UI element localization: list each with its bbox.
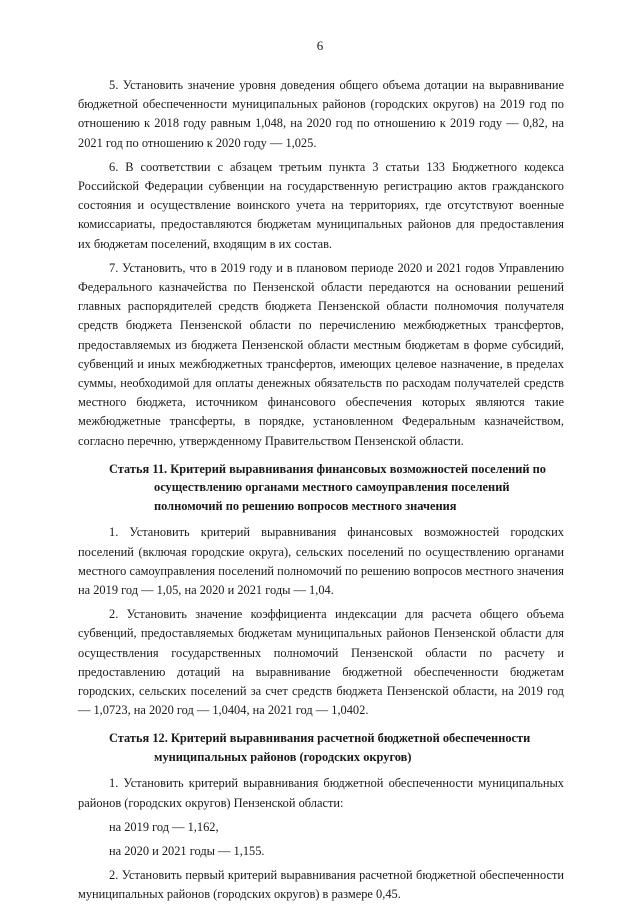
- article-12-heading-line-2: муниципальных районов (городских округов): [154, 749, 412, 764]
- article-12-line-2019: на 2019 год — 1,162,: [109, 819, 219, 834]
- article-11-heading: [78, 460, 564, 516]
- article-12-line-2020-2021: на 2020 и 2021 годы — 1,155.: [109, 844, 265, 858]
- article-11-heading-line-1: Статья 11. Критерий выравнивания финансовых возможностей поселений по: [109, 461, 546, 476]
- article-12-heading-line-1: Статья 12. Критерий выравнивания расчетной бюджетной обеспеченности: [109, 731, 531, 746]
- article-12-paragraph-2: 2. Установить первый критерий выравнивания расчетной бюджетной обеспеченности муниципальных районов (городских округов) в размере 0,45.: [78, 868, 564, 902]
- paragraph-5: 5. Установить значение уровня доведения общего объема дотации на выравнивание бюджетной обеспеченности муниципальных районов (городских округов) на 2019 год по отношению к 2018 году равным 1,048, на 2020 год по отношению к 2019 году — 0,82, на 2021 год по отношению к 2020 году — 1,025.: [78, 78, 564, 150]
- article-12-paragraph-1: 1. Установить критерий выравнивания бюджетной обеспеченности муниципальных районов (городских округов) Пензенской области:: [78, 776, 564, 810]
- article-11-heading-line-2: осуществлению органами местного самоуправления поселений: [154, 480, 510, 495]
- article-12-heading: [78, 729, 564, 766]
- article-11-heading-line-3: полномочий по решению вопросов местного значения: [154, 498, 457, 513]
- paragraph-7: 7. Установить, что в 2019 году и в плановом периоде 2020 и 2021 годов Управлению Федерального казначейства по Пензенской области передаются на основании решений главных распорядителей средств бюджета Пензенской области полномочия получателя средств бюджета Пензенской области по перечислению межбюджетных трансфертов, предоставляемых из бюджета Пензенской области местным бюджетам в форме субсидий, субвенций и иных межбюджетных трансфертов, имеющих целевое назначение, в пределах суммы, необходимой для оплаты денежных обязательств по расходам получателей средств местного бюджета, источником финансового обеспечения которых являются такие межбюджетные трансферты, в порядке, установленном Федеральным казначейством, согласно перечню, утвержденному Правительством Пензенской области.: [78, 260, 564, 448]
- document-body: [78, 76, 564, 910]
- paragraph-6: 6. В соответствии с абзацем третьим пункта 3 статьи 133 Бюджетного кодекса Российской Федерации субвенции на государственную регистрацию актов гражданского состояния и осуществление воинского учета на территориях, где отсутствуют военные комиссариаты, предоставляются бюджетам муниципальных районов для предоставления их бюджетам поселений, входящим в их состав.: [78, 159, 564, 251]
- page-number: 6: [316, 38, 324, 53]
- article-11-paragraph-1: 1. Установить критерий выравнивания финансовых возможностей городских поселений (включая городские округа), сельских поселений по осуществлению органами местного самоуправления поселений полномочий по решению вопросов местного значения на 2019 год — 1,05, на 2020 и 2021 годы — 1,04.: [78, 525, 564, 597]
- article-11-paragraph-2: 2. Установить значение коэффициента индексации для расчета общего объема субвенций, предоставляемых бюджетам муниципальных районов Пензенской области для осуществления государственных полномочий Пензенской области по расчету и предоставлению дотаций на выравнивание бюджетной обеспеченности бюджетам городских, сельских поселений за счет средств бюджета Пензенской области, на 2019 год — 1,0723, на 2020 год — 1,0404, на 2021 год — 1,0402.: [78, 607, 564, 718]
